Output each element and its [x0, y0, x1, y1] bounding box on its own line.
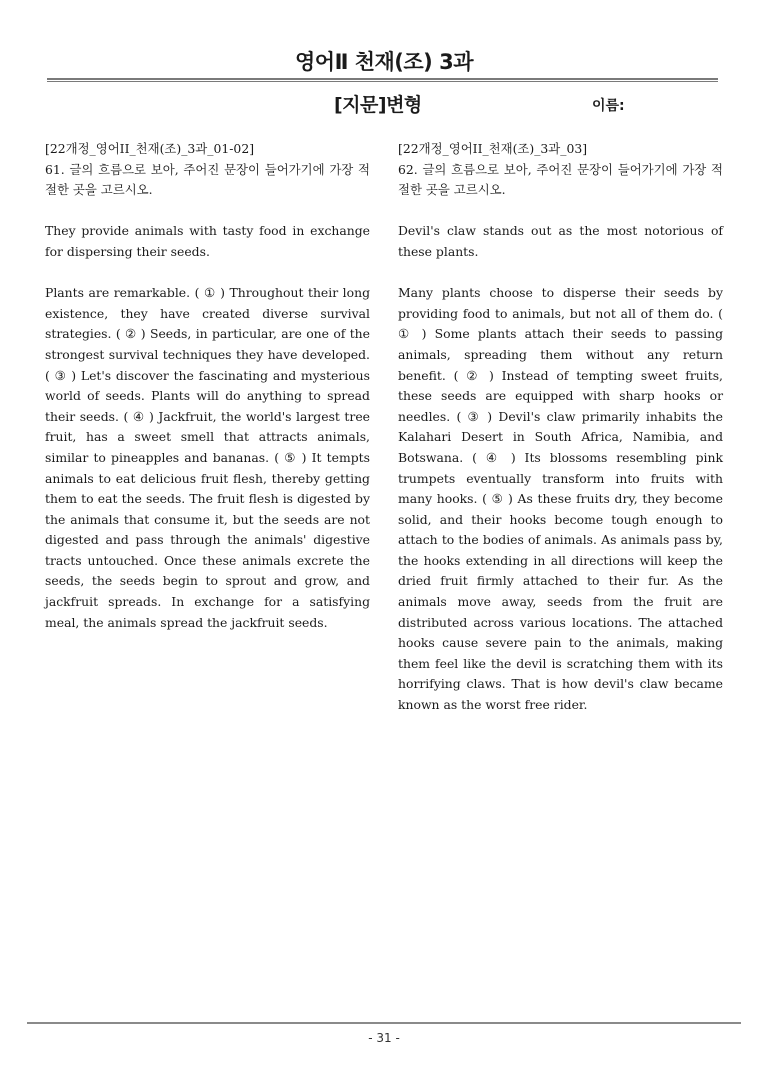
question-prompt: 61. 글의 흐름으로 보아, 주어진 문장이 들어가기에 가장 적절한 곳을 고르시오. — [45, 161, 370, 198]
worksheet-subtitle: [지문]변형 — [334, 94, 422, 116]
question-code: [22개정_영어II_천재(조)_3과_03] — [398, 141, 588, 156]
question-prompt: 62. 글의 흐름으로 보아, 주어진 문장이 들어가기에 가장 적절한 곳을 고르시오. — [398, 161, 723, 198]
given-sentence: They provide animals with tasty food in exchange for dispersing their seeds. — [45, 223, 370, 259]
question-code: [22개정_영어II_천재(조)_3과_01-02] — [45, 141, 255, 156]
passage-text: Many plants choose to disperse their seeds by providing food to animals, but not all of them do. ( ① ) Some plants attach their seeds to passing animals, spreading them without any return benefit. ( ② ) Instead of tempting sweet fruits, these seeds are equipped with sharp hooks or needles. ( ③ ) Devil's claw primarily inhabits the Kalahari Desert in South Africa, Namibia, and Botswana. ( ④ ) Its blossoms resembling pink trumpets eventually transform into fruits with many hooks. ( ⑤ ) As these fruits dry, they become solid, and their hooks become tough enough to attach to the bodies of animals. As animals pass by, the hooks extending in all directions will keep the dried fruit firmly attached to their fur. As the animals move away, seeds from the fruit are distributed across various locations. The attached hooks cause severe pain to the animals, making them feel like the devil is scratching them with its horrifying claws. That is how devil's claw became known as the worst free rider. — [398, 285, 723, 713]
question-61 — [45, 139, 370, 633]
footer-divider — [27, 1022, 741, 1024]
question-62 — [398, 139, 723, 716]
title-divider — [47, 78, 718, 82]
name-label: 이름: — [592, 98, 625, 114]
passage-text: Plants are remarkable. ( ① ) Throughout their long existence, they have created diverse survival strategies. ( ② ) Seeds, in particular, are one of the strongest survival techniques they have developed. ( ③ ) Let's discover the fascinating and mysterious world of seeds. Plants will do anything to spread their seeds. ( ④ ) Jackfruit, the world's largest tree fruit, has a sweet smell that attracts animals, similar to pineapples and bananas. ( ⑤ ) It tempts animals to eat delicious fruit flesh, thereby getting them to eat the seeds. The fruit flesh is digested by the animals that consume it, but the seeds are not digested and pass through the animals' digestive tracts untouched. Once these animals excrete the seeds, the seeds begin to sprout and grow, and jackfruit spreads. In exchange for a satisfying meal, the animals spread the jackfruit seeds. — [45, 285, 370, 630]
page-number: - 31 - — [368, 1031, 400, 1045]
worksheet-title: 영어Ⅱ 천재(조) 3과 — [295, 50, 473, 74]
given-sentence: Devil's claw stands out as the most notorious of these plants. — [398, 223, 723, 259]
